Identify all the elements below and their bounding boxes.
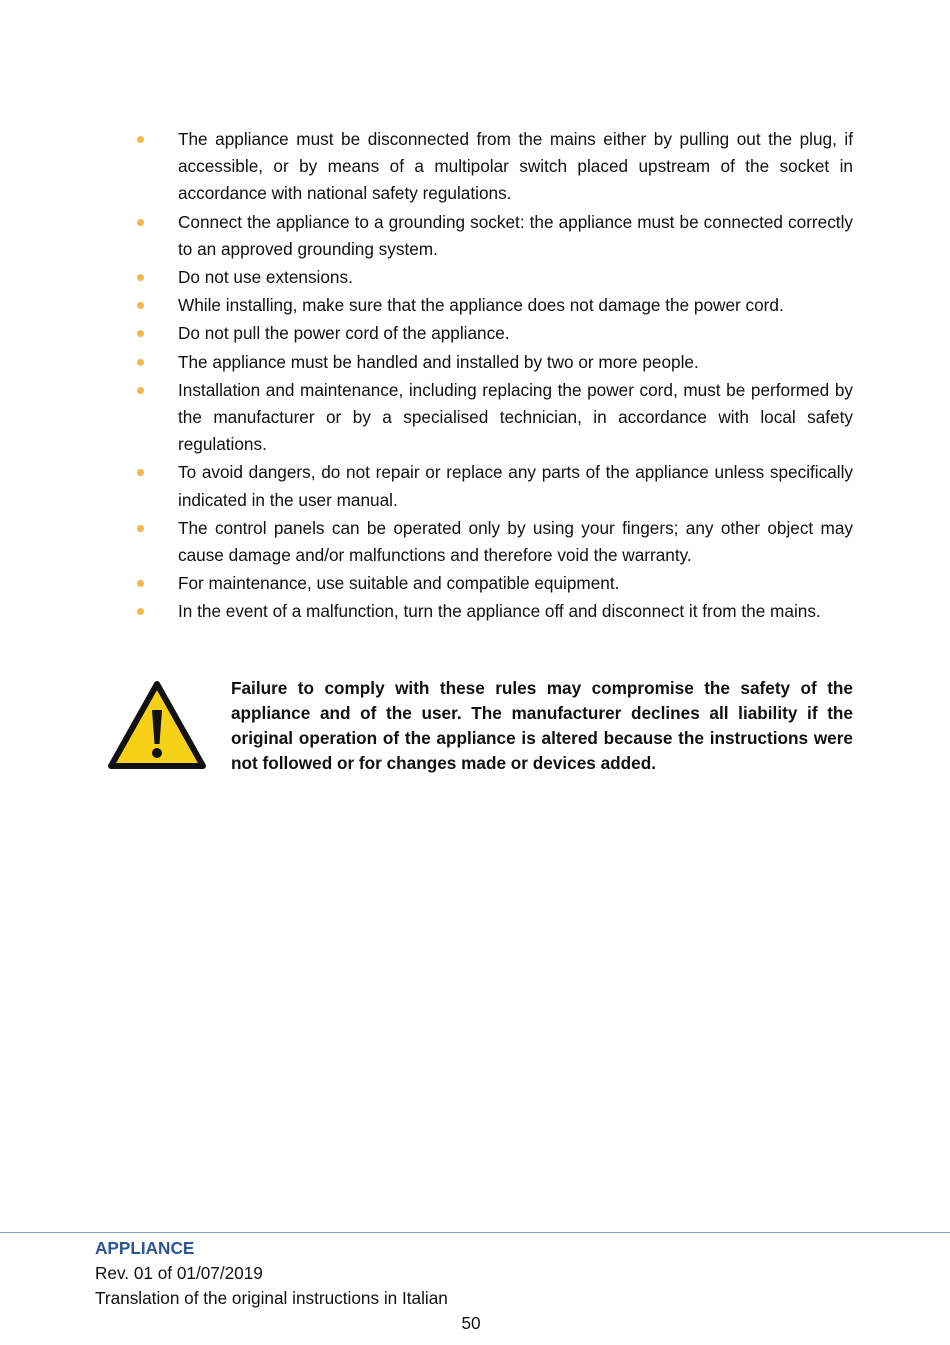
page-footer — [95, 1236, 448, 1311]
footer-revision: Rev. 01 of 01/07/2019 — [95, 1263, 263, 1283]
bullet-dot-icon — [137, 302, 144, 309]
bullet-dot-icon — [137, 387, 144, 394]
bullet-dot-icon — [137, 525, 144, 532]
footer-note: Translation of the original instructions in Italian — [95, 1288, 448, 1308]
bullet-dot-icon — [137, 469, 144, 476]
list-item-text: The control panels can be operated only by using your fingers; any other object may cause damage and/or malfunctions and therefore void the warranty. — [178, 517, 853, 566]
list-item — [132, 570, 853, 597]
list-item — [132, 126, 853, 208]
bullet-dot-icon — [137, 580, 144, 587]
bullet-dot-icon — [137, 219, 144, 226]
list-item-text: Connect the appliance to a grounding socket: the appliance must be connected correctly to an approved grounding system. — [178, 211, 853, 259]
list-item-text: Do not pull the power cord of the appliance. — [178, 323, 510, 344]
warning-triangle-icon — [107, 680, 207, 772]
list-item — [132, 598, 853, 625]
list-item-text: Installation and maintenance, including replacing the power cord, must be performed by the manufacturer or by a specialised technician, in accordance with local safety regulations. — [178, 379, 853, 455]
list-item — [132, 349, 853, 376]
safety-bullet-list — [132, 126, 853, 627]
list-item — [132, 320, 853, 347]
list-item-text: The appliance must be handled and installed by two or more people. — [178, 351, 699, 372]
bullet-dot-icon — [137, 608, 144, 615]
list-item — [132, 264, 853, 291]
list-item-text: While installing, make sure that the appliance does not damage the power cord. — [178, 295, 784, 316]
page-number: 50 — [461, 1313, 481, 1333]
list-item-text: To avoid dangers, do not repair or replace any parts of the appliance unless specifically indicated in the user manual. — [178, 462, 853, 510]
list-item — [132, 459, 853, 513]
warning-notice — [107, 676, 853, 776]
warning-text: Failure to comply with these rules may compromise the safety of the appliance and of the user. The manufacturer declines all liability if the original operation of the appliance is altered because the instructions were not followed or for changes made or devices added. — [231, 678, 853, 773]
list-item — [132, 209, 853, 263]
list-item-text: For maintenance, use suitable and compatible equipment. — [178, 573, 620, 594]
list-item-text: In the event of a malfunction, turn the appliance off and disconnect it from the mains. — [178, 601, 821, 622]
bullet-dot-icon — [137, 274, 144, 281]
list-item-text: The appliance must be disconnected from the mains either by pulling out the plug, if accessible, or by means of a multipolar switch placed upstream of the socket in accordance with national safety regulations. — [178, 129, 853, 204]
list-item — [132, 292, 853, 319]
bullet-dot-icon — [137, 359, 144, 366]
list-item — [132, 515, 853, 569]
bullet-dot-icon — [137, 136, 144, 143]
bullet-dot-icon — [137, 330, 144, 337]
footer-title: APPLIANCE — [95, 1238, 195, 1258]
list-item — [132, 377, 853, 459]
footer-divider — [0, 1232, 950, 1233]
list-item-text: Do not use extensions. — [178, 267, 353, 288]
